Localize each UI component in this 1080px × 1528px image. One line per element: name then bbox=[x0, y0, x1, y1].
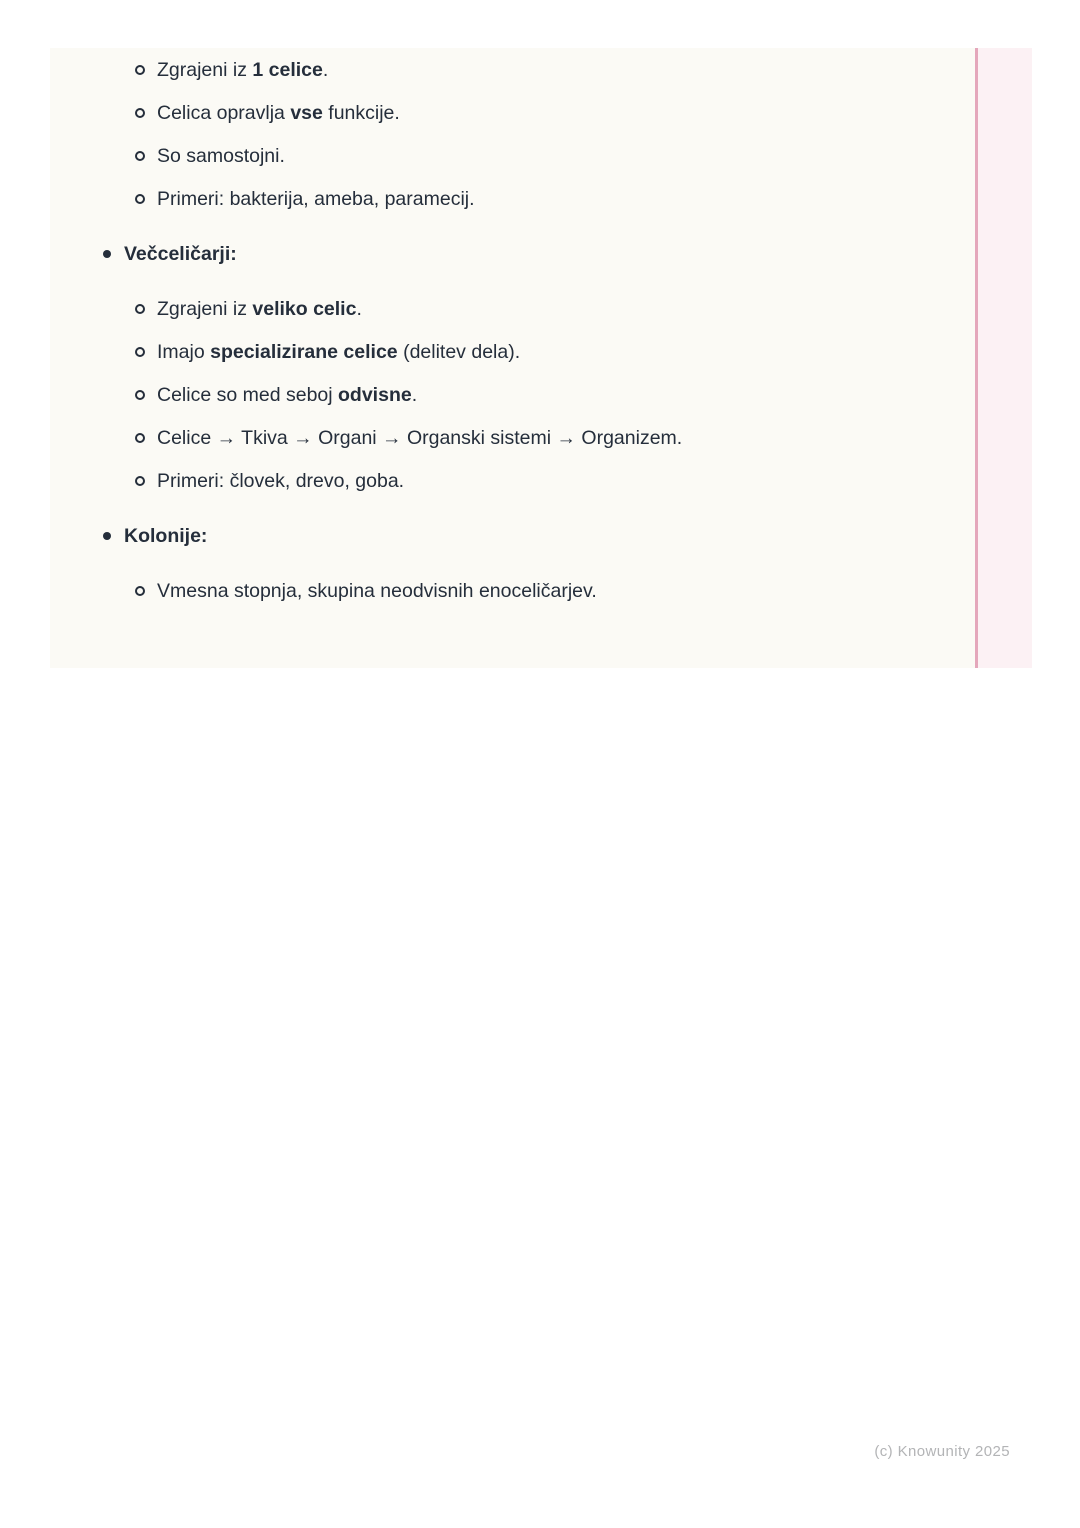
notes-content-panel bbox=[50, 48, 1032, 668]
list-item-text: . bbox=[356, 298, 362, 320]
list-item-bold-text: odvisne bbox=[338, 384, 412, 406]
circle-bullet-icon bbox=[135, 304, 145, 314]
list-item-text: . bbox=[322, 59, 329, 81]
copyright-text: (c) Knowunity 2025 bbox=[874, 1443, 1010, 1460]
list-item-text: Celice → Tkiva → Organi → Organski sistemi → Organizem. bbox=[157, 427, 683, 449]
circle-bullet-icon bbox=[135, 476, 145, 486]
list-item bbox=[50, 384, 950, 406]
circle-bullet-icon bbox=[135, 65, 145, 75]
circle-bullet-icon bbox=[135, 151, 145, 161]
list-item-text: So samostojni. bbox=[157, 145, 285, 167]
list-item bbox=[50, 298, 950, 320]
list-item bbox=[50, 341, 950, 363]
list-item bbox=[50, 145, 950, 167]
list-item-text: (delitev dela). bbox=[397, 341, 521, 363]
disc-bullet-icon bbox=[103, 532, 111, 540]
circle-bullet-icon bbox=[135, 347, 145, 357]
list-item bbox=[50, 525, 950, 547]
list-item-bold-text: vse bbox=[290, 102, 323, 124]
list-item-text: Primeri: človek, drevo, goba. bbox=[157, 470, 405, 492]
list-item bbox=[50, 59, 950, 81]
list-item-bold-text: veliko celic bbox=[252, 298, 357, 320]
list-item-bold-text: Večceličarji: bbox=[124, 243, 237, 265]
list-item-bold-text: Kolonije: bbox=[124, 525, 208, 547]
content-list bbox=[50, 59, 950, 602]
circle-bullet-icon bbox=[135, 586, 145, 596]
list-item bbox=[50, 427, 950, 449]
list-item-text: Vmesna stopnja, skupina neodvisnih enoceličarjev. bbox=[157, 580, 597, 602]
list-item-text: funkcije. bbox=[322, 102, 400, 124]
list-item-text: Imajo bbox=[157, 341, 211, 363]
list-item bbox=[50, 188, 950, 210]
list-item-text: Zgrajeni iz bbox=[157, 59, 253, 81]
circle-bullet-icon bbox=[135, 108, 145, 118]
circle-bullet-icon bbox=[135, 390, 145, 400]
disc-bullet-icon bbox=[103, 250, 111, 258]
list-item-text: . bbox=[411, 384, 418, 406]
circle-bullet-icon bbox=[135, 433, 145, 443]
list-item-text: Celica opravlja bbox=[157, 102, 291, 124]
list-item-bold-text: 1 celice bbox=[252, 59, 323, 81]
list-item bbox=[50, 470, 950, 492]
list-item bbox=[50, 580, 950, 602]
circle-bullet-icon bbox=[135, 194, 145, 204]
list-item bbox=[50, 102, 950, 124]
accent-pink-column bbox=[978, 48, 1032, 668]
list-item-bold-text: specializirane celice bbox=[210, 341, 398, 363]
list-item-text: Celice so med seboj bbox=[157, 384, 339, 406]
list-item-text: Primeri: bakterija, ameba, paramecij. bbox=[157, 188, 475, 210]
list-item bbox=[50, 243, 950, 265]
list-item-text: Zgrajeni iz bbox=[157, 298, 253, 320]
